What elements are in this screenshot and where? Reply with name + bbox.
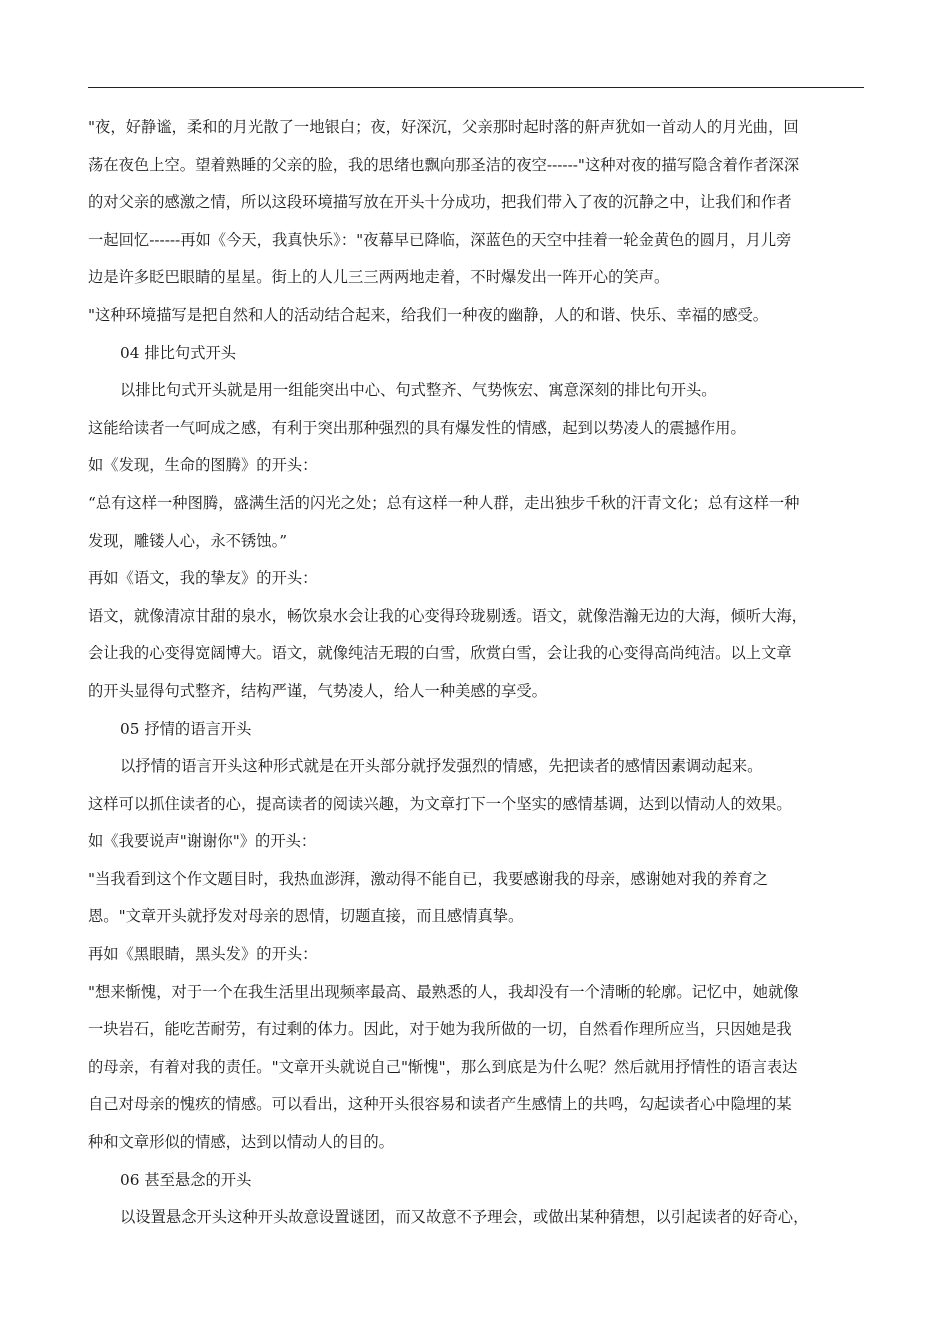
- text-line: 荡在夜色上空。望着熟睡的父亲的脸，我的思绪也飘向那圣洁的夜空------"这种对夜的描写隐含着作者深深: [88, 155, 800, 174]
- text-line: 语文，就像清凉甘甜的泉水，畅饮泉水会让我的心变得玲珑剔透。语文，就像浩瀚无边的大海，倾听大海，: [88, 606, 807, 625]
- text-line: 以排比句式开头就是用一组能突出中心、句式整齐、气势恢宏、寓意深刻的排比句开头。: [120, 381, 717, 400]
- text-line: 发现，雕镂人心，永不锈蚀。”: [88, 531, 288, 550]
- text-line: 恩。"文章开头就抒发对母亲的恩情，切题直接，而且感情真挚。: [88, 907, 524, 926]
- text-line: 以设置悬念开头这种开头故意设置谜团，而又故意不予理会，或做出某种猜想，以引起读者的好奇心，: [120, 1208, 809, 1227]
- text-line: 的开头显得句式整齐，结构严谨，气势凌人，给人一种美感的享受。: [88, 681, 547, 700]
- section-heading: 04 排比句式开头: [120, 343, 237, 362]
- text-line: 如《发现，生命的图腾》的开头：: [88, 456, 318, 475]
- header-rule: [88, 87, 864, 88]
- text-line: 再如《语文，我的挚友》的开头：: [88, 569, 318, 588]
- text-line: 以抒情的语言开头这种形式就是在开头部分就抒发强烈的情感，先把读者的感情因素调动起来。: [120, 757, 763, 776]
- text-line: 种和文章形似的情感，达到以情动人的目的。: [88, 1133, 394, 1152]
- text-line: "想来惭愧，对于一个在我生活里出现频率最高、最熟悉的人，我却没有一个清晰的轮廓。记忆中，她就像: [88, 982, 799, 1001]
- text-line: 如《我要说声"谢谢你"》的开头：: [88, 832, 317, 851]
- text-line: 边是许多眨巴眼睛的星星。街上的人儿三三两两地走着，不时爆发出一阵开心的笑声。: [88, 268, 670, 287]
- text-line: 这能给读者一气呵成之感，有利于突出那种强烈的具有爆发性的情感，起到以势凌人的震撼作用。: [88, 418, 746, 437]
- text-line: "这种环境描写是把自然和人的活动结合起来，给我们一种夜的幽静，人的和谐、快乐、幸福的感受。: [88, 305, 769, 324]
- text-line: 一起回忆------再如《今天，我真快乐》："夜幕早已降临，深蓝色的天空中挂着一轮金黄色的圆月，月儿旁: [88, 230, 792, 249]
- text-line: 会让我的心变得宽阔博大。语文，就像纯洁无瑕的白雪，欣赏白雪，会让我的心变得高尚纯洁。以上文章: [88, 644, 792, 663]
- text-line: "夜，好静谧，柔和的月光散了一地银白；夜，好深沉，父亲那时起时落的鼾声犹如一首动人的月光曲，回: [88, 118, 799, 136]
- text-line: 的对父亲的感激之情，所以这段环境描写放在开头十分成功，把我们带入了夜的沉静之中，让我们和作者: [88, 193, 792, 212]
- text-line: 这样可以抓住读者的心，提高读者的阅读兴趣，为文章打下一个坚实的感情基调，达到以情动人的效果。: [88, 794, 792, 813]
- text-line: 一块岩石，能吃苦耐劳，有过剩的体力。因此，对于她为我所做的一切，自然看作理所应当，只因她是我: [88, 1020, 792, 1039]
- text-line: 的母亲，有着对我的责任。"文章开头就说自己"惭愧"，那么到底是为什么呢？然后就用抒情性的语言表达: [88, 1057, 798, 1076]
- text-line: "当我看到这个作文题目时，我热血澎湃，激动得不能自已，我要感谢我的母亲，感谢她对我的养育之: [88, 869, 769, 888]
- text-line: 自己对母亲的愧疚的情感。可以看出，这种开头很容易和读者产生感情上的共鸣，勾起读者心中隐埋的某: [88, 1095, 792, 1114]
- section-heading: 05 抒情的语言开头: [120, 719, 252, 738]
- text-line: 再如《黑眼睛，黑头发》的开头：: [88, 945, 318, 964]
- document-body: [88, 112, 874, 1240]
- section-heading: 06 甚至悬念的开头: [120, 1170, 252, 1189]
- text-line: “总有这样一种图腾，盛满生活的闪光之处；总有这样一种人群，走出独步千秋的汗青文化；总有这样一种: [88, 493, 800, 512]
